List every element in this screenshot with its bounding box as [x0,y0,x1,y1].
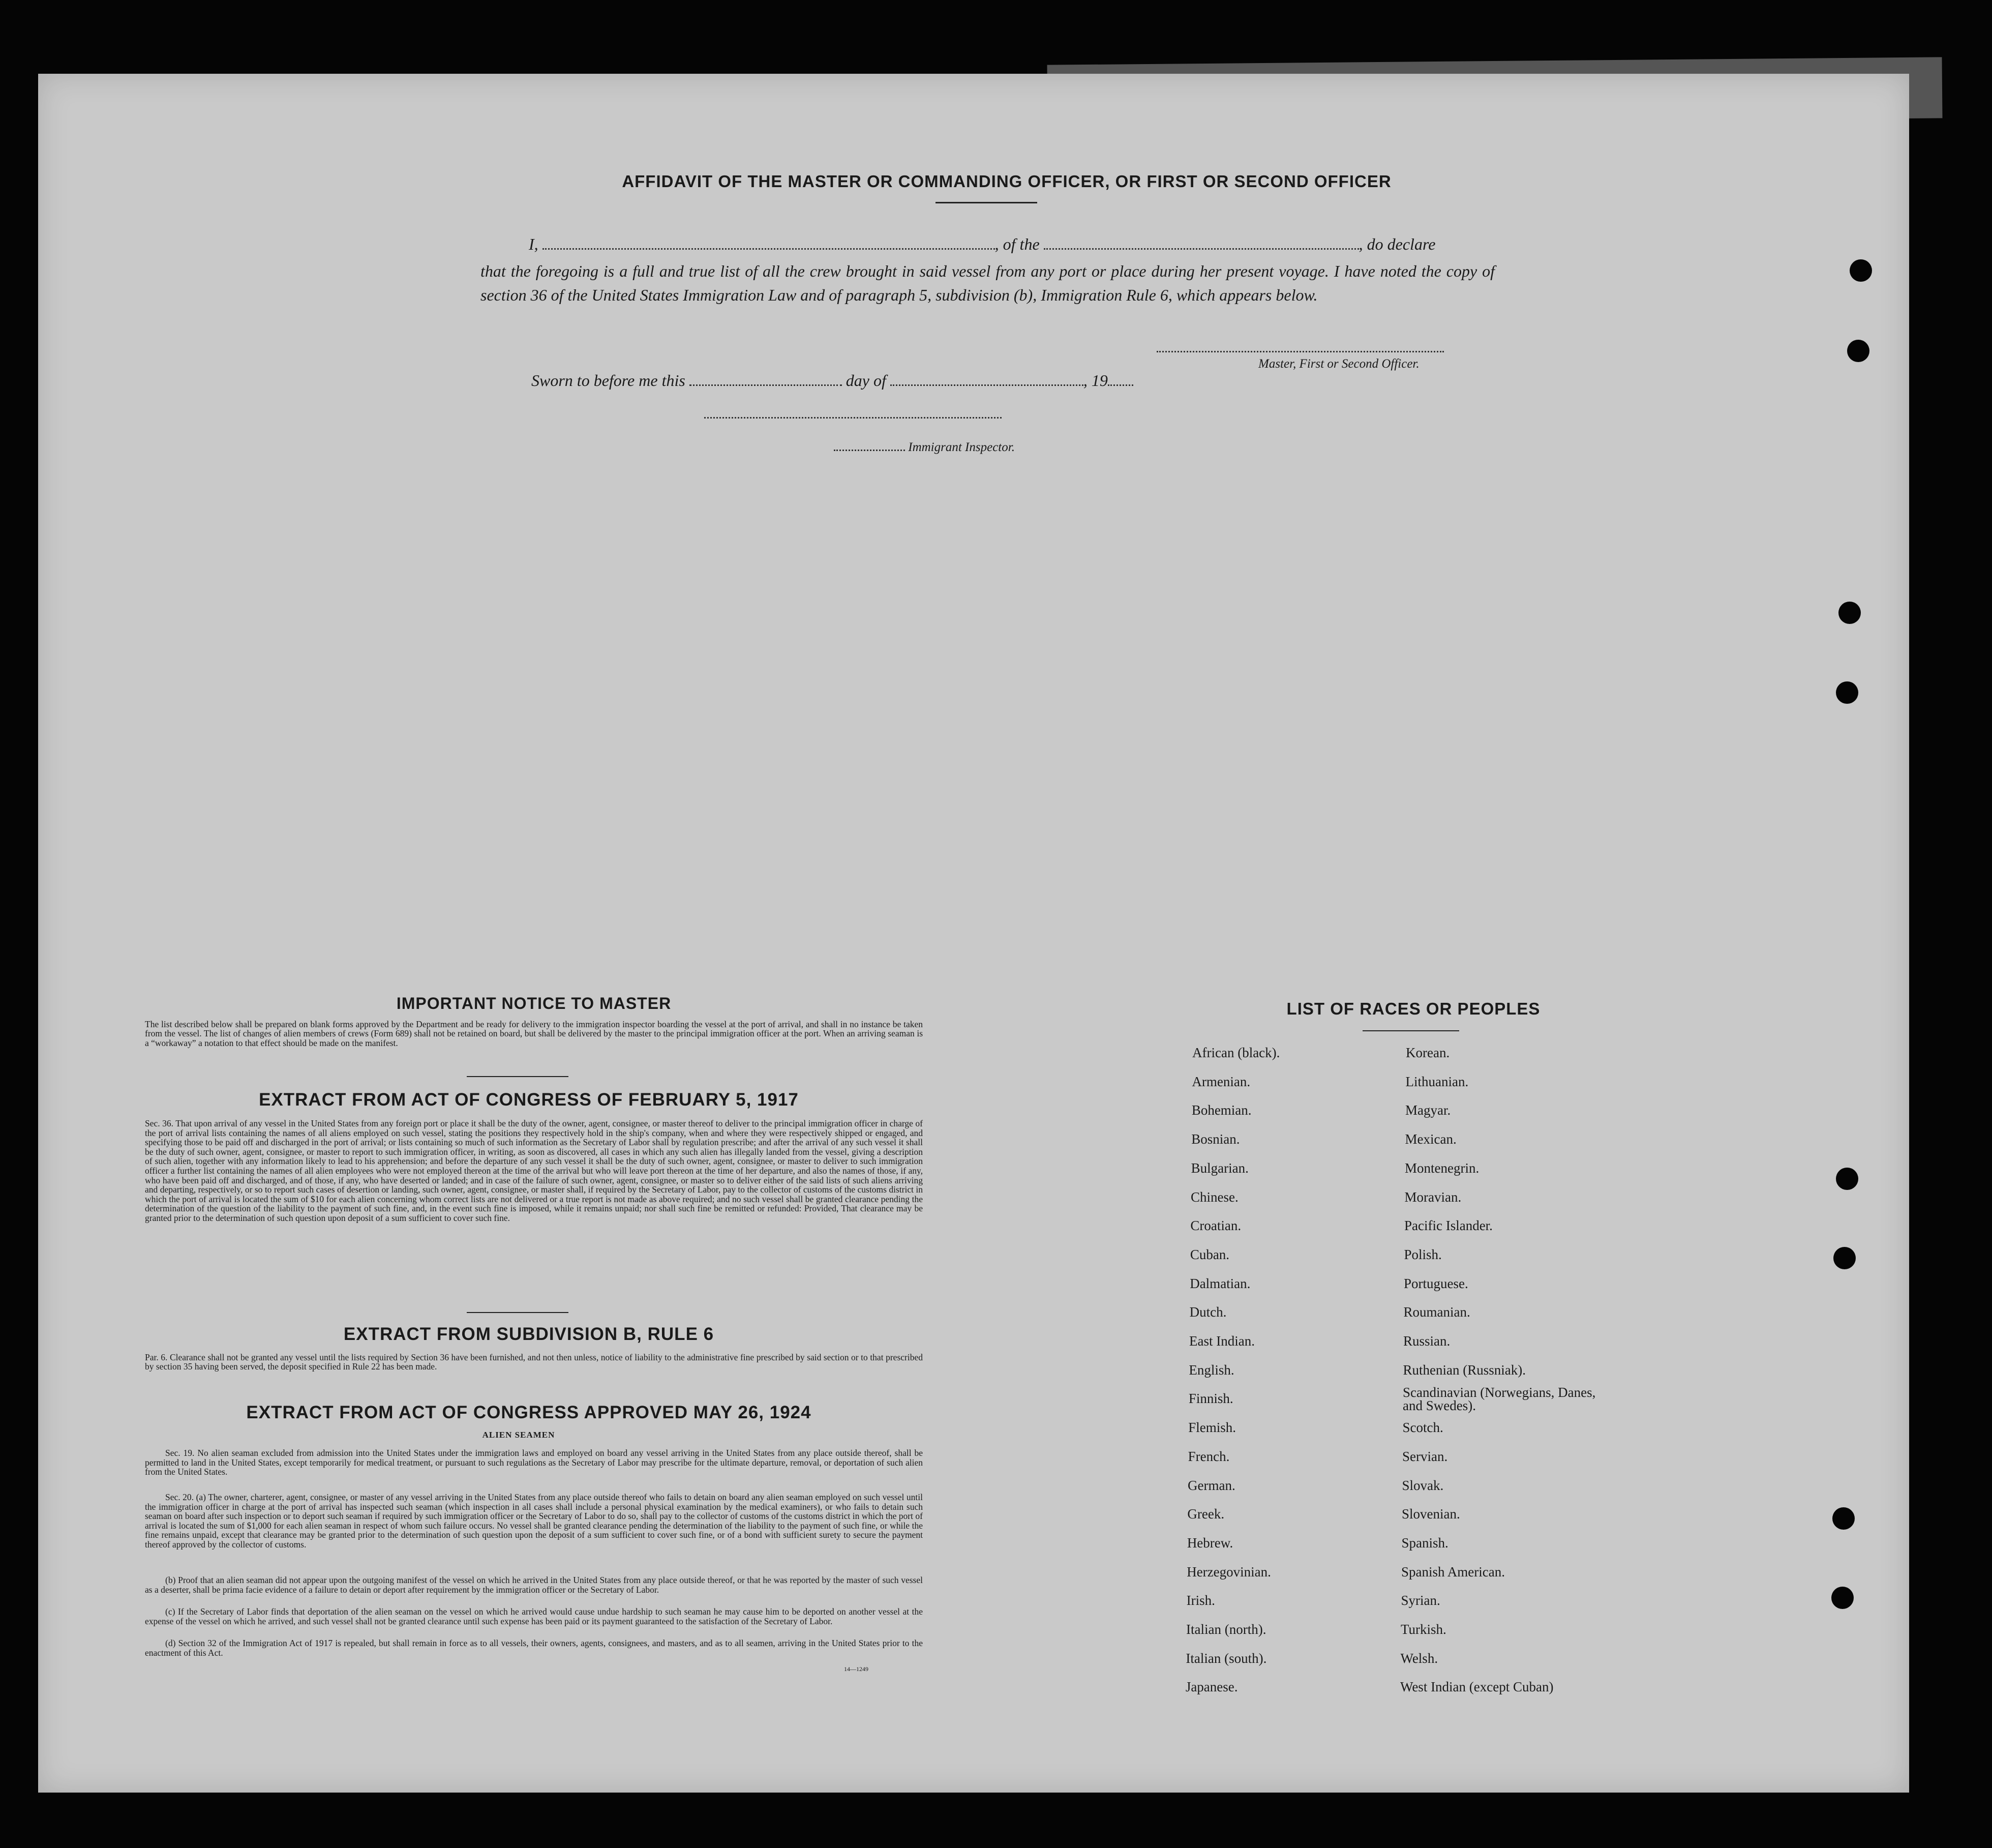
race-item: Welsh. [1400,1650,1438,1666]
race-item: German. [1188,1477,1235,1493]
sworn-line [531,371,1133,390]
extract-1924-title: EXTRACT FROM ACT OF CONGRESS APPROVED MAY 26, 1924 [246,1403,811,1422]
extract-1924-sec19: Sec. 19. No alien seaman excluded from admission into the United States under the immigration laws and employed on board any vessel arriving in the United States from any place outside thereof, shall be permitted to land in the United States, except temporarily for medical treatment, or pursuant to such regulations as the Secretary of Labor may prescribe for the ultimate departure, removal, or deportation of such alien from the United States. [145,1448,923,1477]
sworn-label: Sworn to before me this [531,371,685,390]
race-item: Spanish. [1401,1535,1448,1551]
race-item: Slovak. [1402,1477,1444,1493]
year-label: , 19 [1083,371,1108,390]
year-blank [1108,384,1133,386]
race-item: Turkish. [1401,1622,1446,1637]
races-title-rule [1363,1030,1459,1031]
race-item: Dalmatian. [1190,1275,1251,1291]
race-item: Syrian. [1401,1593,1440,1608]
race-item: Lithuanian. [1405,1074,1469,1089]
race-item: English. [1189,1362,1234,1378]
affidavit-of-the-label: , of the [994,235,1040,253]
punch-hole [1832,1507,1855,1530]
race-item: Korean. [1406,1045,1450,1060]
extract-1924-subtitle: ALIEN SEAMEN [482,1430,555,1440]
race-item: Herzegovinian. [1187,1564,1271,1579]
extract-1917-title: EXTRACT FROM ACT OF CONGRESS OF FEBRUARY 5, 1917 [259,1090,799,1110]
race-item: Flemish. [1188,1420,1236,1436]
race-item: Magyar. [1405,1102,1451,1118]
notice-title: IMPORTANT NOTICE TO MASTER [396,994,672,1012]
punch-hole [1836,1168,1858,1190]
race-item: Bulgarian. [1191,1160,1249,1176]
name-blank [542,248,995,250]
race-item: Finnish. [1188,1391,1233,1407]
punch-hole [1833,1247,1856,1269]
race-item: Bohemian. [1191,1102,1252,1118]
master-signature-label: Master, First or Second Officer. [1258,357,1420,371]
affidavit-i-label: I, [529,235,538,253]
extract-1917-rule [467,1312,568,1313]
affidavit-declaration-line [483,235,1495,254]
races-title: LIST OF RACES OR PEOPLES [1286,999,1541,1018]
affidavit-paragraph: that the foregoing is a full and true list of all the crew brought in said vessel from any port or place during her present voyage. I have noted the copy of section 36 of the United States Immigration Law and of paragraph 5, subdivision (b), Immigration Rule 6, which appears below. [480,262,1495,304]
race-item: Scandinavian (Norwegians, Danes, and Swedes). [1403,1385,1596,1414]
race-item: Montenegrin. [1405,1160,1480,1176]
race-item: Hebrew. [1187,1535,1233,1551]
notice-text: The list described below shall be prepared on blank forms approved by the Department and be ready for delivery to the immigration inspector boarding the vessel at the port of arrival, and shall in no instance be taken from the vessel. The list of changes of alien members of crews (Form 689) shall not be retained on board, but shall be delivered by the master to the principal immigration officer at the port. When an arriving seaman is a “workaway” a notation to that effect should be made on the manifest. [145,1019,923,1048]
inspector-label-line [834,440,1015,455]
inspector-label: Immigrant Inspector. [908,440,1015,454]
race-item: Moravian. [1404,1189,1462,1205]
vessel-blank [1044,248,1359,250]
form-number: 14—1249 [844,1665,868,1673]
race-item: Polish. [1404,1246,1442,1262]
race-item: Italian (south). [1186,1650,1267,1666]
extract-rule6-title: EXTRACT FROM SUBDIVISION B, RULE 6 [343,1324,714,1344]
race-item: Roumanian. [1403,1304,1470,1320]
race-item: West Indian (except Cuban) [1400,1679,1554,1695]
affidavit-title-rule [935,202,1037,203]
race-item: Dutch. [1189,1304,1227,1320]
extract-1924-sec20b: (b) Proof that an alien seaman did not appear upon the outgoing manifest of the vessel on which he arrived in the United States from any place outside thereof, or that he was reported by the master of such vessel as a deserter, shall be prima facie evidence of a failure to detain or deport after requirement by the immigration officer or the Secretary of Labor. [145,1575,923,1595]
race-item: East Indian. [1189,1333,1255,1349]
notice-rule [467,1076,568,1077]
punch-hole [1850,259,1872,282]
race-item: Slovenian. [1402,1506,1460,1522]
races-right-column [1400,1045,1619,1706]
punch-hole [1836,681,1858,704]
day-blank [689,384,842,386]
race-item: Croatian. [1190,1218,1242,1234]
race-item: Russian. [1403,1333,1451,1349]
race-item: Japanese. [1185,1679,1238,1695]
affidavit-title: AFFIDAVIT OF THE MASTER OR COMMANDING OFFICER, OR FIRST OR SECOND OFFICER [622,172,1392,191]
punch-hole [1831,1587,1854,1609]
extract-1924-sec20a: Sec. 20. (a) The owner, charterer, agent, consignee, or master of any vessel arriving in the United States from any place outside thereof who fails to detain on board any alien seaman employed on such vessel until the immigration officer in charge at the port of arrival has inspected such seaman (which inspection in all cases shall include a personal physical examination by the medical examiners), or who fails to detain such seaman on board after such inspection or to deport such seaman if required by such immigration officer or the Secretary of Labor to do so, shall pay to the collector of customs of the customs district in which the port of arrival is located the sum of $1,000 for each alien seaman in respect of whom such failure occurs. No vessel shall be granted clearance pending the determination of the liability to the payment of such fine, or while the fine remains unpaid, except that clearance may be granted prior to the determination of such question upon the deposit of a sum sufficient to cover such fine, or of a bond with sufficient surety to secure the payment thereof approved by the collector of customs. [145,1492,923,1549]
race-item: Pacific Islander. [1404,1218,1493,1234]
extract-1917-text: Sec. 36. That upon arrival of any vessel in the United States from any foreign port or place it shall be the duty of the owner, agent, consignee, or master thereof to deliver to the principal immigration officer in charge of the port of arrival lists containing the names of all aliens employed on such vessel, stating the positions they respectively hold in the ship's company, when and where they were respectively shipped or engaged, and specifying those to be paid off and discharged in the port of arrival; or lists containing so much of such information as the Secretary of Labor shall by regulation prescribe; and after the arrival of any such vessel it shall be the duty of such owner, agent, consignee, or master to report to such immigration officer, in writing, as soon as discovered, all cases in which any such alien has illegally landed from the vessel, giving a description of such alien, together with any information likely to lead to his apprehension; and before the departure of any such vessel it shall be the duty of such owner, agent, consignee, or master to deliver to such immigration officer a further list containing the names of all alien employees who were not employed thereon at the time of the arrival but who will leave port thereon at the time of her departure, and also the names of those, if any, who have been paid off and discharged, and of those, if any, who have deserted or landed; and in case of the failure of such owner, agent, consignee, or master so to deliver either of the said lists of such aliens arriving and departing, respectively, or so to report such cases of desertion or landing, such owner, agent, consignee, or master shall, if required by the Secretary of Labor, pay to the collector of customs of the customs district in which the port of arrival is located the sum of $10 for each alien concerning whom correct lists are not delivered or a true report is not made as above required; and no such vessel shall be granted clearance pending the determination of the question of the liability to the payment of such fine, and, in the event such fine is imposed, while it remains unpaid; nor shall such fine be remitted or refunded: Provided, That clearance may be granted prior to the determination of such question upon deposit of a sum sufficient to cover such fine. [145,1118,923,1223]
race-item: French. [1188,1448,1230,1464]
race-item: African (black). [1192,1045,1280,1060]
extract-1924-sec20d: (d) Section 32 of the Immigration Act of 1917 is repealed, but shall remain in force as to all vessels, their owners, agents, consignees, and masters, and as to all seamen, arriving in the United States prior to the enactment of this Act. [145,1638,923,1658]
master-signature-blank [1157,351,1444,352]
race-item: Bosnian. [1191,1131,1240,1147]
punch-hole [1847,340,1869,362]
race-item: Servian. [1402,1448,1448,1464]
race-item: Italian (north). [1186,1622,1266,1637]
extract-rule6-text: Par. 6. Clearance shall not be granted any vessel until the lists required by Section 36 have been furnished, and not then unless, notice of liability to the administrative fine prescribed by said section or to that prescribed by section 35 having been served, the deposit specified in Rule 22 has been made. [145,1352,923,1372]
inspector-signature-blank [704,417,1002,419]
race-item: Scotch. [1402,1420,1443,1436]
race-item: Mexican. [1405,1131,1457,1147]
extract-1924-sec20c: (c) If the Secretary of Labor finds that deportation of the alien seaman on the vessel on which he arrived would cause undue hardship to such seaman he may cause him to be deported on another vessel at the expense of the vessel on which he arrived, and such vessel shall not be granted clearance until such expense has been paid or its payment guaranteed to the satisfaction of the Secretary of Labor. [145,1606,923,1626]
race-item: Irish. [1186,1593,1215,1608]
inspector-dash [834,450,905,451]
race-item: Cuban. [1190,1246,1230,1262]
affidavit-declare-label: , do declare [1359,235,1436,253]
race-item: Ruthenian (Russniak). [1403,1362,1526,1378]
races-left-column [1185,1045,1396,1706]
race-item: Armenian. [1192,1074,1251,1089]
day-of-label: day of [846,371,886,390]
punch-hole [1838,602,1861,624]
race-item: Spanish American. [1401,1564,1505,1579]
race-item: Portuguese. [1404,1275,1468,1291]
race-item: Greek. [1187,1506,1225,1522]
race-item: Chinese. [1191,1189,1239,1205]
month-blank [890,384,1083,386]
